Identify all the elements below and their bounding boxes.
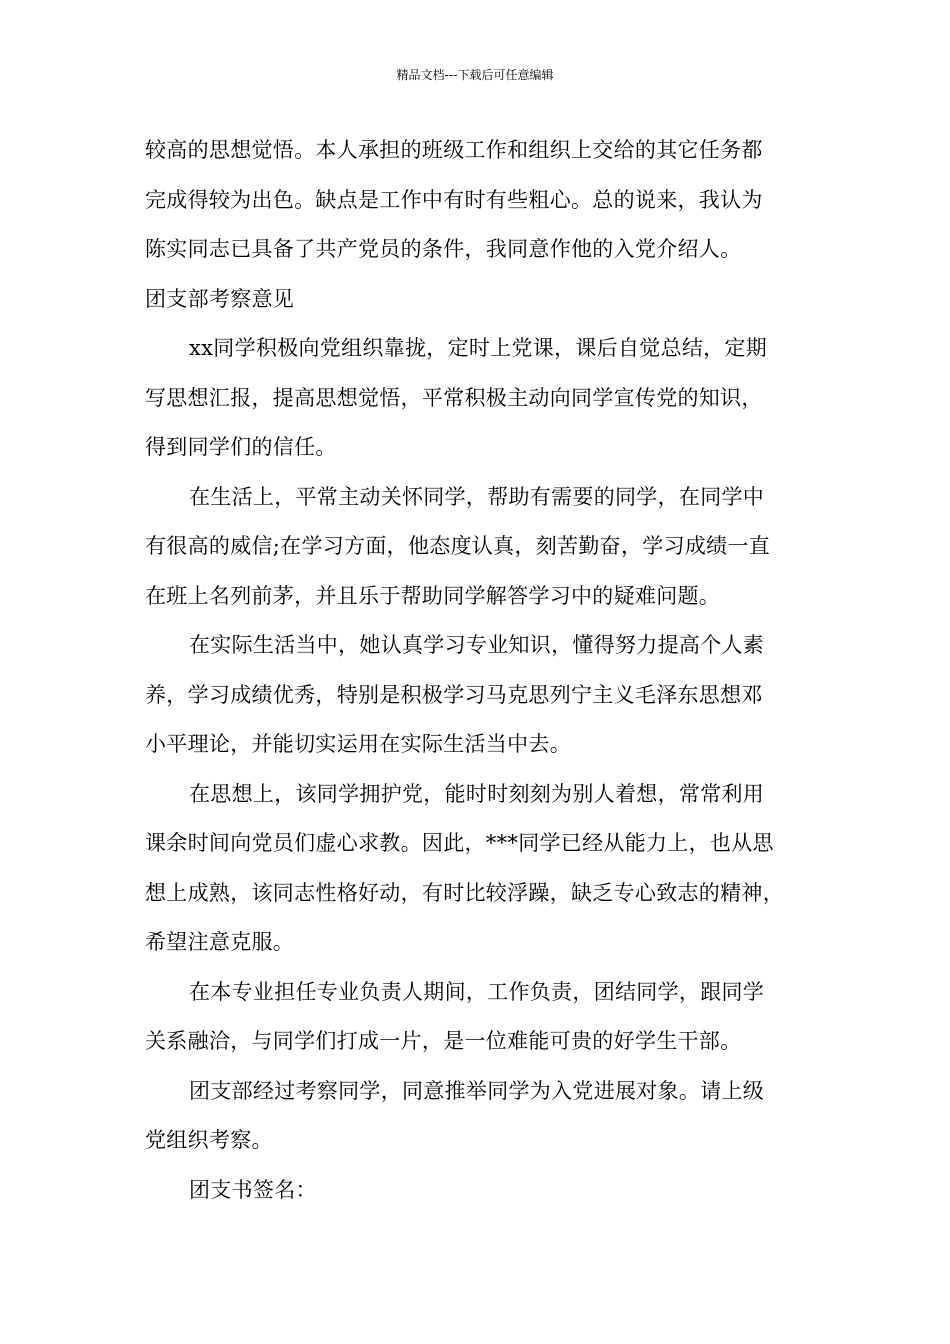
text-line: 在本专业担任专业负责人期间，工作负责，团结同学，跟同学 [189, 979, 765, 1004]
section-heading: 团支部考察意见 [145, 286, 295, 311]
text-line: 写思想汇报，提高思想觉悟，平常积极主动向同学宣传党的知识， [145, 385, 763, 410]
text-line: 完成得较为出色。缺点是工作中有时有些粗心。总的说来，我认为 [145, 187, 763, 212]
text-line: 陈实同志已具备了共产党员的条件，我同意作他的入党介绍人。 [145, 237, 742, 261]
text-line: 想上成熟，该同志性格好动，有时比较浮躁，缺乏专心致志的精神， [145, 880, 784, 905]
text-line: 关系融洽，与同学们打成一片，是一位难能可贵的好学生干部。 [145, 1029, 742, 1053]
signature-label: 团支书签名： [189, 1177, 317, 1202]
text-line: 希望注意克服。 [145, 930, 295, 954]
text-line: 在思想上，该同学拥护党，能时时刻刻为别人着想，常常利用 [189, 781, 765, 806]
text-line: 在生活上，平常主动关怀同学，帮助有需要的同学，在同学中 [189, 484, 765, 509]
text-line: 小平理论，并能切实运用在实际生活当中去。 [145, 732, 571, 756]
text-line: 较高的思想觉悟。本人承担的班级工作和组织上交给的其它任务都 [145, 138, 763, 162]
text-line: 课余时间向党员们虚心求教。因此，***同学已经从能力上，也从思 [145, 831, 774, 855]
text-line: 养，学习成绩优秀，特别是积极学习马克思列宁主义毛泽东思想邓 [145, 682, 763, 707]
text-line: 有很高的威信;在学习方面，他态度认真，刻苦勤奋，学习成绩一直 [145, 534, 771, 558]
text-line: 党组织考察。 [145, 1128, 273, 1152]
text-line: xx同学积极向党组织靠拢，定时上党课，课后自觉总结，定期 [189, 336, 768, 360]
text-line: 得到同学们的信任。 [145, 435, 337, 459]
page-header: 精品文档---下载后可任意编辑 [396, 68, 554, 82]
document-body [145, 126, 825, 1215]
text-line: 在班上名列前茅，并且乐于帮助同学解答学习中的疑难问题。 [145, 583, 721, 608]
text-line: 团支部经过考察同学，同意推举同学为入党进展对象。请上级 [189, 1078, 765, 1103]
text-line: 在实际生活当中，她认真学习专业知识，懂得努力提高个人素 [189, 633, 765, 657]
